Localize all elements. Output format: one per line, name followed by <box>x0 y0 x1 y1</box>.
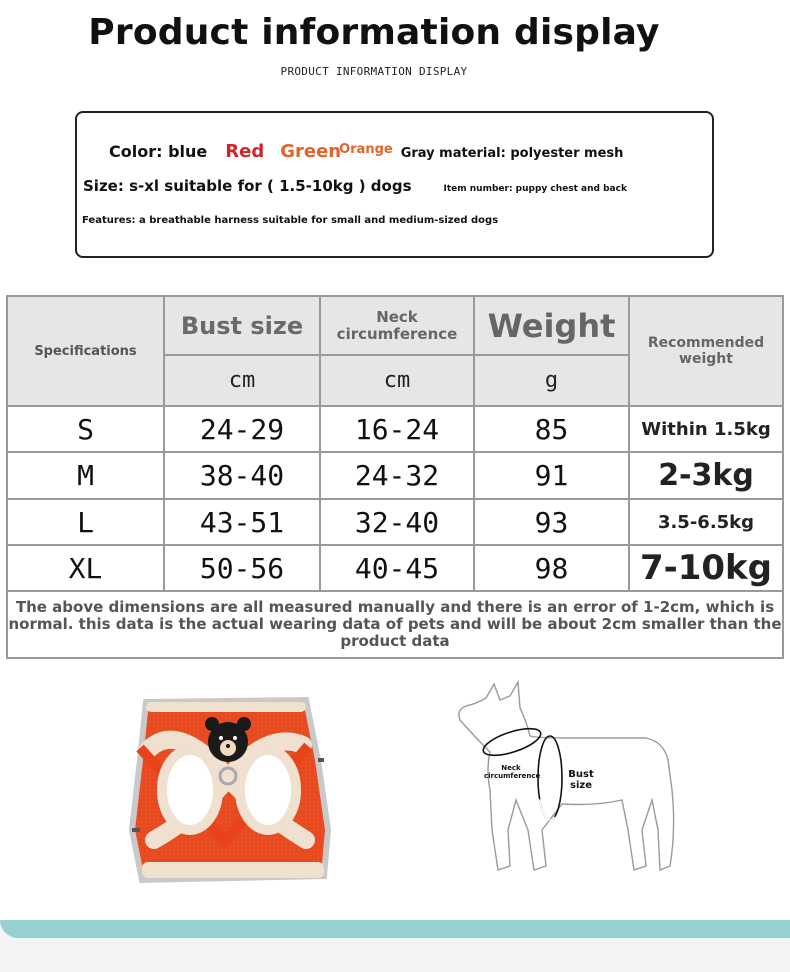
unit-cell-neck <box>321 356 473 405</box>
size-chart-table <box>6 295 784 659</box>
header-cell-recommended <box>630 297 782 405</box>
neck-cell: 16-24 <box>354 412 440 446</box>
recommended-cell: 7-10kg <box>639 548 773 588</box>
grid-line <box>8 498 782 500</box>
weight-cell: 98 <box>534 551 569 585</box>
neck-cell: 24-32 <box>354 459 440 492</box>
weight-cell: 93 <box>534 505 569 539</box>
header-cell-neck <box>321 297 473 354</box>
recommended-cell: Within 1.5kg <box>641 418 771 440</box>
size-cell: S <box>77 412 94 446</box>
size-row <box>83 177 627 195</box>
color-row <box>109 141 623 162</box>
recommended-cell: 2-3kg <box>658 458 754 493</box>
measurement-note: The above dimensions are all measured manually and there is an error of 1-2cm, which is normal. this data is the actual wearing data of pets and will be about 2cm smaller than the product data <box>8 598 782 650</box>
header-cell-specifications <box>8 297 163 405</box>
bust-cell: 50-56 <box>199 551 285 585</box>
product-info-box <box>75 111 714 258</box>
size-cell: L <box>77 505 94 539</box>
unit-cell-bust <box>165 356 319 405</box>
header-neck: Neck circumference <box>336 307 458 343</box>
grid-line <box>319 297 321 592</box>
bust-cell: 24-29 <box>199 412 285 446</box>
color-green: Green <box>280 141 342 162</box>
grid-line <box>8 590 782 592</box>
color-red: Red <box>225 141 265 162</box>
size-cell: XL <box>68 551 103 585</box>
unit-weight: g <box>544 368 559 393</box>
page-title: Product information display <box>88 12 660 53</box>
grid-line <box>163 297 165 592</box>
bust-cell: 38-40 <box>199 459 285 492</box>
weight-cell: 85 <box>534 412 569 446</box>
grid-line <box>628 297 630 592</box>
unit-bust: cm <box>228 368 256 393</box>
neck-circumference-label: Neck circumference <box>484 764 541 780</box>
header-specifications: Specifications <box>34 343 137 359</box>
header-recommended: Recommended weight <box>647 335 765 367</box>
item-number: Item number: puppy chest and back <box>443 184 627 194</box>
features-text: Features: a breathable harness suitable for small and medium-sized dogs <box>82 215 499 226</box>
grid-line <box>8 405 782 407</box>
unit-cell-weight <box>475 356 628 405</box>
footer-teal-band <box>0 920 790 938</box>
neck-cell: 32-40 <box>354 505 440 539</box>
grid-line <box>165 354 628 356</box>
color-label: Color: blue <box>109 142 208 161</box>
header-bust: Bust size <box>180 311 304 340</box>
size-cell: M <box>77 459 94 492</box>
neck-cell: 40-45 <box>354 551 440 585</box>
page-subtitle: PRODUCT INFORMATION DISPLAY <box>280 65 468 78</box>
harness-image <box>118 690 338 890</box>
unit-neck: cm <box>383 368 411 393</box>
header-cell-bust <box>165 297 319 354</box>
color-orange: Orange <box>339 142 393 157</box>
color-gray-material: Gray material: polyester mesh <box>400 146 624 161</box>
bust-cell: 43-51 <box>199 505 285 539</box>
recommended-cell: 3.5-6.5kg <box>657 511 755 533</box>
weight-cell: 91 <box>534 459 569 492</box>
grid-line <box>8 451 782 453</box>
header-weight: Weight <box>487 306 616 345</box>
size-text: Size: s-xl suitable for ( 1.5-10kg ) dogs <box>83 177 412 195</box>
grid-line <box>8 544 782 546</box>
grid-line <box>473 297 475 592</box>
header-cell-weight <box>475 297 628 354</box>
bust-size-label: Bust size <box>568 769 594 791</box>
